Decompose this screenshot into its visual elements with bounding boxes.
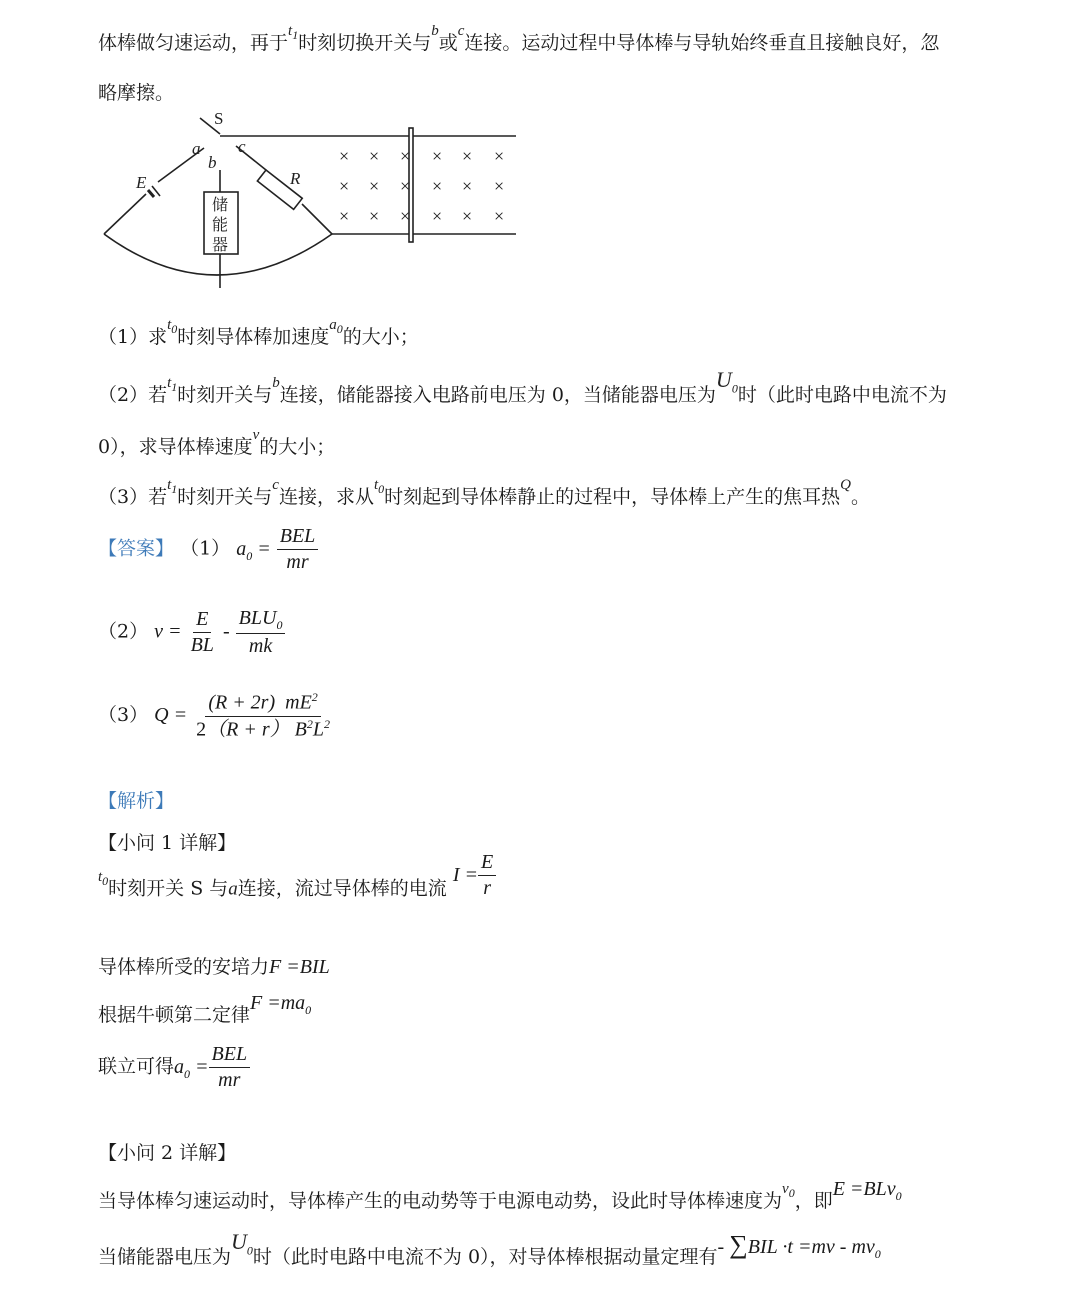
label-b: b [208, 153, 217, 172]
field-cross: × [339, 206, 350, 226]
label-S: S [214, 109, 224, 128]
branch-a-lower [104, 194, 146, 234]
text: 或 [438, 32, 458, 54]
answer-1: 【答案】 （1） $a_0$ = $\frac{\text{BEL}}{mr}$ [98, 524, 318, 575]
analysis-line-2: 导体棒所受的安培力F =BIL [98, 956, 330, 978]
analysis-line-3: 根据牛顿第二定律$F =ma_0$ [98, 992, 312, 1026]
label-E: E [136, 173, 147, 192]
question-2b: 0），求导体棒速度$^v$的大小； [98, 427, 336, 458]
field-cross: × [432, 146, 443, 166]
text: 连接。运动过程中导体棒与导轨始终垂直且接触良好，忽 [464, 32, 940, 54]
field-cross: × [432, 206, 443, 226]
field-cross: × [369, 206, 380, 226]
analysis-line-5: 当导体棒匀速运动时，导体棒产生的电动势等于电源电动势，设此时导体棒速度为$^{v_0}$，即E =BLv$_0$ [98, 1178, 902, 1212]
sub-heading-2: 【小问 2 详解】 [98, 1142, 237, 1164]
sub-heading-1: 【小问 1 详解】 [98, 832, 237, 854]
battery-plate-2 [148, 190, 154, 197]
storage-char-1: 储 [212, 195, 229, 214]
field-cross: × [494, 206, 505, 226]
field-cross: × [400, 146, 411, 166]
label-a: a [192, 139, 201, 158]
question-3: （3）若$^{t_1}$时刻开关与$^c$连接，求从$^{t_0}$时刻起到导体棒静止的过程中，导体棒上产生的焦耳热$^Q$。 [98, 477, 871, 508]
field-cross: × [462, 146, 473, 166]
field-cross: × [400, 206, 411, 226]
text: 体棒做匀速运动，再于 [98, 32, 289, 54]
field-cross: × [369, 146, 380, 166]
question-1: （1）求$^{t_0}$时刻导体棒加速度$^{a_0}$的大小； [98, 317, 419, 348]
field-cross: × [400, 176, 411, 196]
branch-c-lower [302, 204, 332, 234]
intro-line-2: 略摩擦。 [98, 82, 175, 104]
text: 时刻切换开关与 [298, 32, 432, 54]
b-symbol: b [431, 23, 439, 39]
field-cross: × [462, 176, 473, 196]
analysis-tag: 【解析】 [98, 790, 175, 812]
analysis-line-6: 当储能器电压为$U_0$时（此时电路中电流不为 0），对导体棒根据动量定理有- $\sum BIL \cdot t =mv - mv_0$ [98, 1229, 881, 1268]
analysis-line-4: 联立可得$a_0$ = $\frac{\text{BEL}}{mr}$ [98, 1042, 250, 1093]
question-2a: （2）若$^{t_1}$时刻开关与$^b$连接，储能器接入电路前电压为 0，当储能器电压为$U_0$时（此时电路中电流不为 [98, 367, 947, 406]
field-cross: × [494, 146, 505, 166]
field-cross: × [432, 176, 443, 196]
field-cross: × [339, 176, 350, 196]
answer-tag: 【答案】 [98, 537, 175, 560]
intro-line-1 [98, 23, 940, 57]
answer-3: （3） Q = $\frac{(R + 2r) mE^2}{2(R + r) B^2L^2}$ [98, 690, 330, 741]
t1-symbol: t1 [288, 23, 299, 42]
field-cross: × [494, 176, 505, 196]
field-cross: × [369, 176, 380, 196]
magnetic-field [339, 146, 504, 226]
storage-char-3: 器 [212, 235, 229, 254]
label-c: c [238, 137, 246, 156]
field-cross: × [339, 146, 350, 166]
label-R: R [290, 169, 301, 188]
answer-2: （2） v = $\frac{E}{BL}$ - $\frac{BLU_0}{mk}$ [98, 606, 285, 659]
c-symbol: c [457, 23, 465, 39]
storage-char-2: 能 [212, 215, 229, 234]
field-cross: × [462, 206, 473, 226]
analysis-line-1: $^{t_0}$时刻开关 S 与a连接，流过导体棒的电流 I = $\frac{E}{r}$ [98, 864, 496, 915]
circuit-diagram [96, 106, 526, 296]
